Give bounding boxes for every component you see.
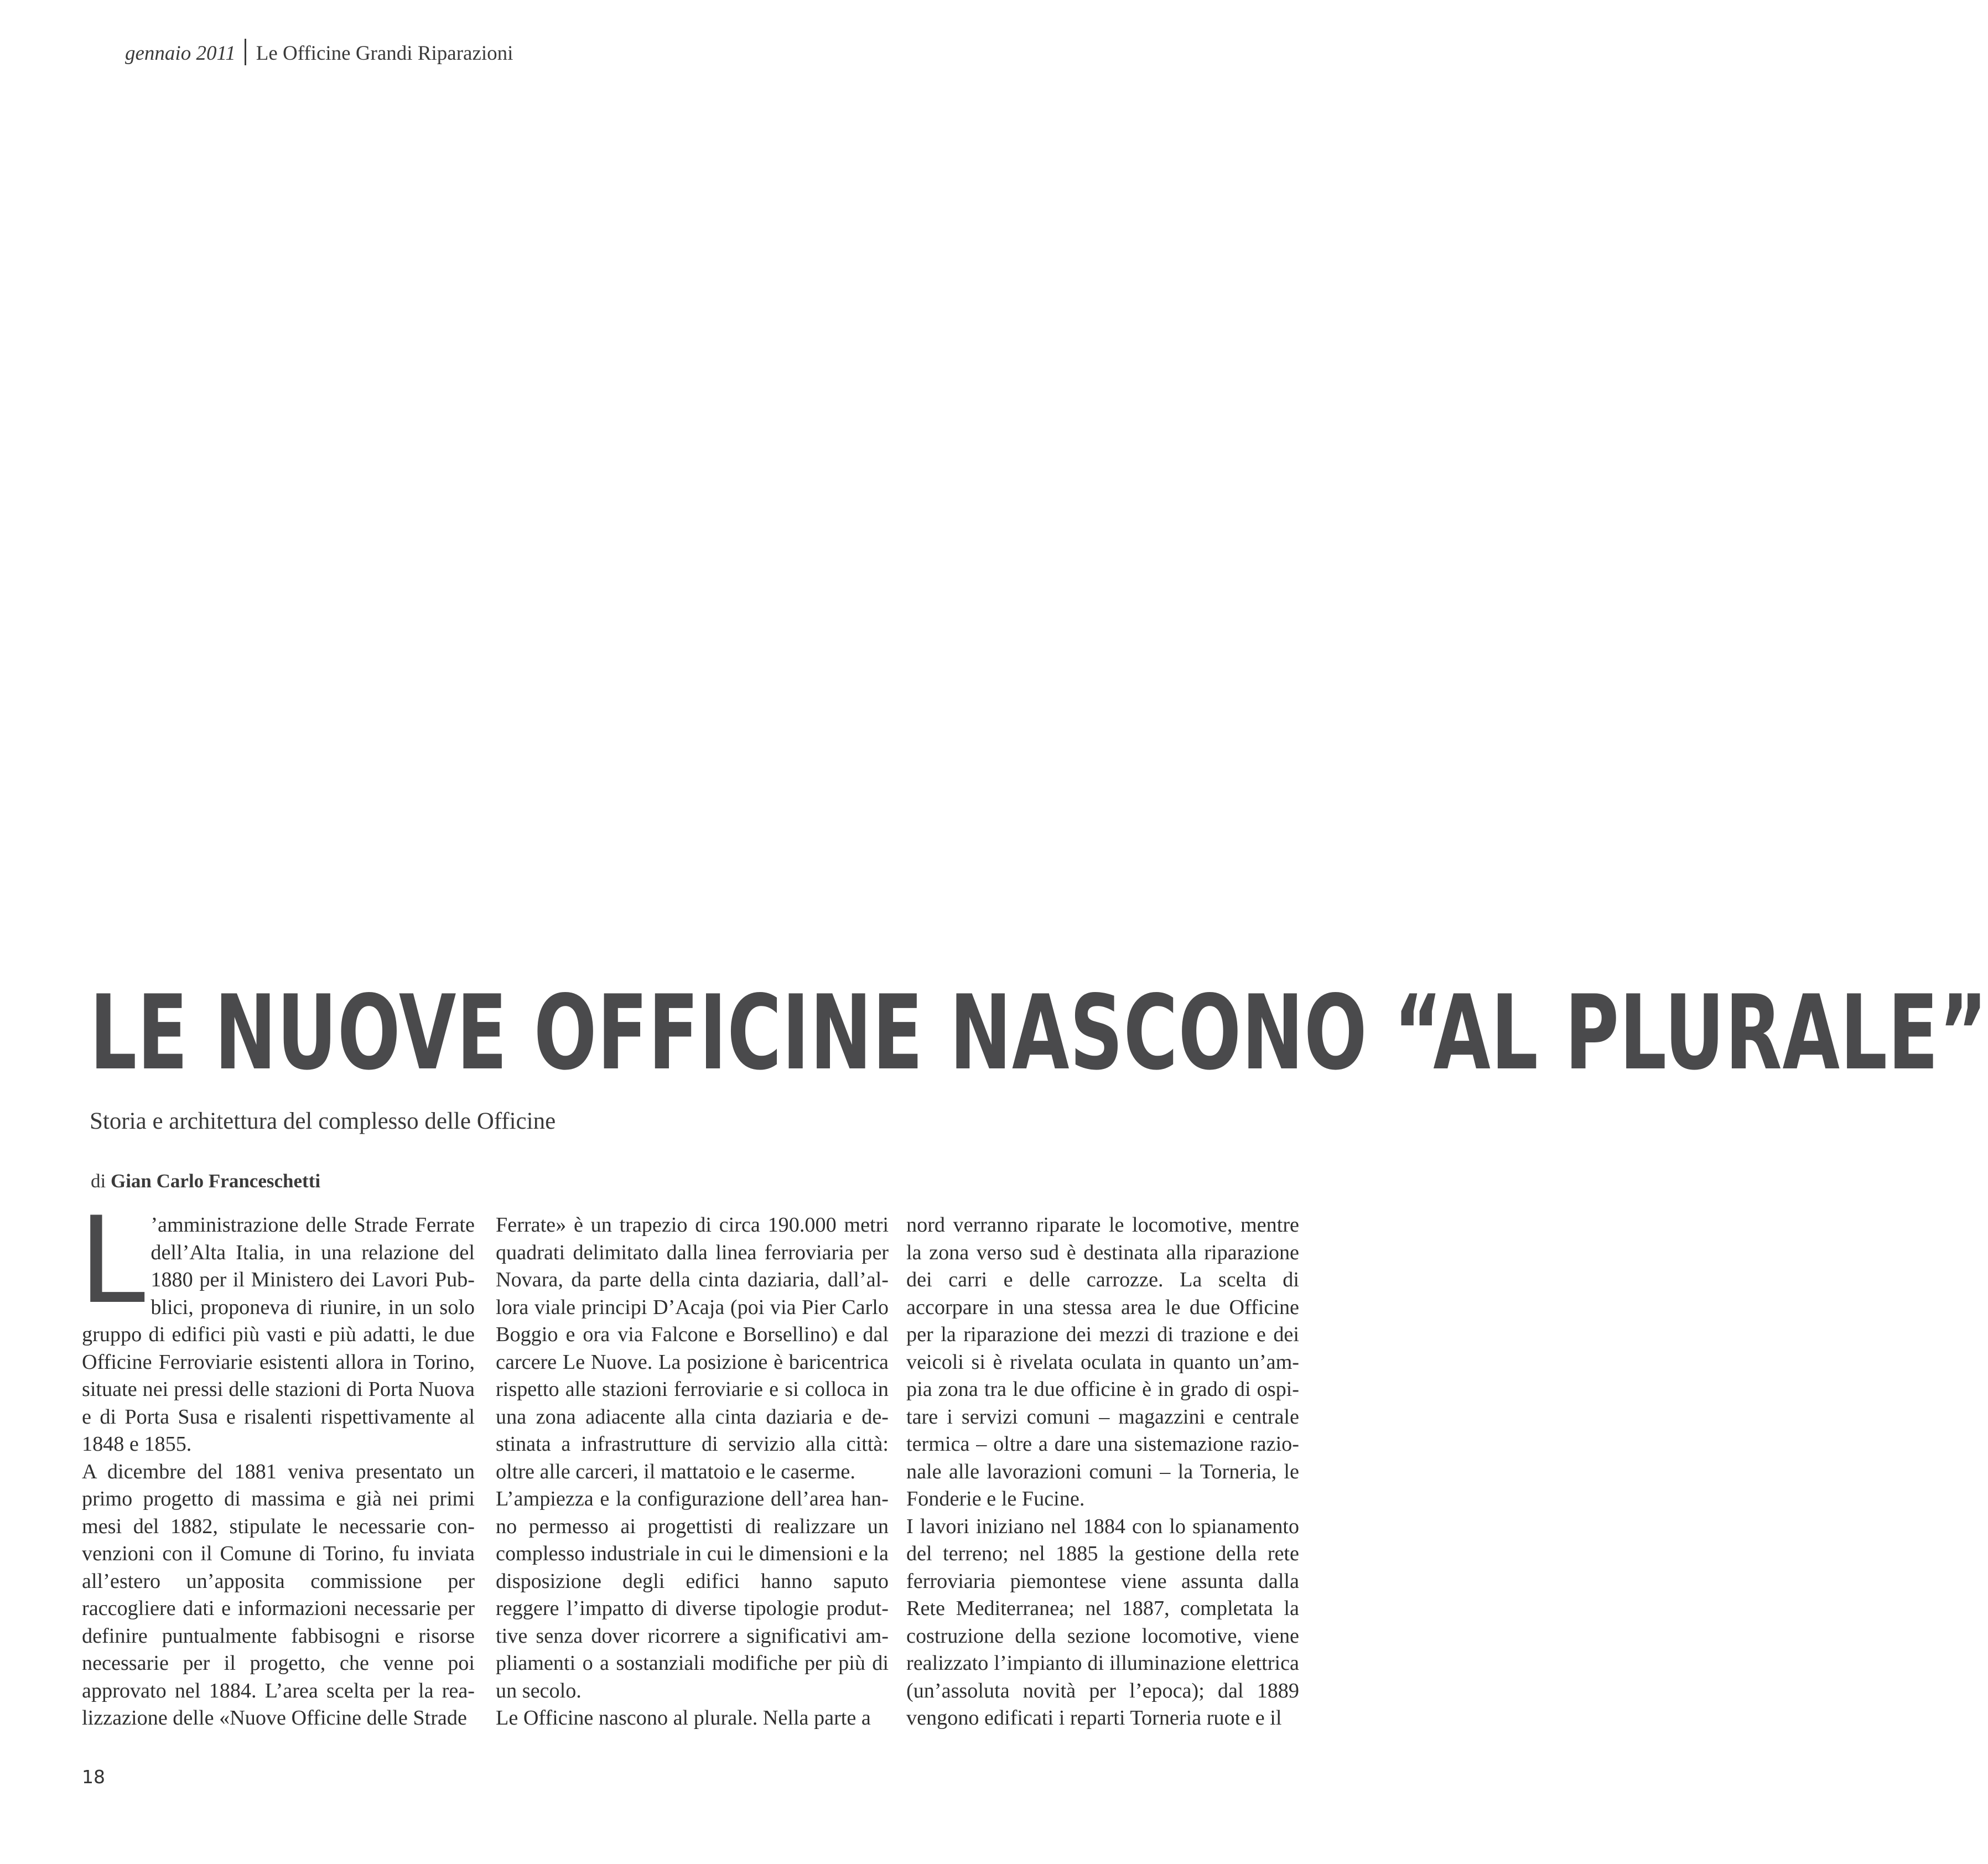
paragraph: Ferrate» è un trapezio di circa 190.000 metri quadrati delimitato dalla linea ferroviaria per Novara, da parte della cinta daziaria, dall’allora viale principi D’Acaja (poi via Pier Carlo Boggio e ora via Falcone e Borsellino) e dal carcere Le Nuove. La posizione è baricentrica rispetto alle stazioni ferroviarie e si colloca in una zona adiacente alla cinta daziaria e destinata a infrastrutture di servizio alla città: oltre alle carceri, il mattatoio e le caserme. — [496, 1213, 889, 1483]
paragraph-text: ’amministrazione delle Strade Ferrate dell’Alta Italia, in una relazione del 1880 per il Ministero dei Lavori Pubblici, proponeva di riunire, in un solo gruppo di edifici più vasti e più adatti, le due Officine Ferroviarie esistenti allora in Torino, situate nei pressi delle stazioni di Porta Nuova e di Porta Susa e risalenti rispettivamente al 1848 e 1855. — [82, 1213, 475, 1456]
article-title: LE NUOVE OFFICINE NASCONO “AL PLURALE” — [90, 973, 1988, 1093]
paragraph: Le Officine nascono al plurale. Nella parte a — [496, 1706, 871, 1730]
article-column-1 — [79, 1191, 475, 1732]
byline-prefix: di — [91, 1170, 106, 1192]
header-divider — [245, 39, 246, 65]
paragraph — [79, 1191, 475, 1458]
running-header — [125, 39, 513, 65]
page-number: 18 — [82, 1766, 105, 1788]
article-column-3 — [906, 1212, 1299, 1732]
issue-date: gennaio 2011 — [125, 42, 236, 65]
article-subtitle: Storia e architettura del complesso delle Officine — [90, 1108, 556, 1134]
author-name: Gian Carlo Franceschetti — [110, 1170, 321, 1192]
publication-title: Le Officine Grandi Riparazioni — [256, 42, 513, 65]
paragraph: I lavori iniziano nel 1884 con lo spianamento del terreno; nel 1885 la gestione della rete ferroviaria piemontese viene assunta dalla Rete Mediterranea; nel 1887, completata la costruzione della sezione locomotive, viene realizzato l’impianto di illuminazione elettrica (un’assoluta novità per l’epoca); dal 1889 vengono edificati i reparti Torneria ruote e il — [906, 1514, 1299, 1730]
paragraph: L’ampiezza e la configurazione dell’area hanno permesso ai progettisti di realizzare un complesso industriale in cui le dimensioni e la disposizione degli edifici hanno saputo reggere l’impatto di diverse tipologie produttive senza dover ricorrere a significativi ampliamenti o a sostanziali modifiche per più di un secolo. — [496, 1487, 889, 1702]
paragraph: A dicembre del 1881 veniva presentato un primo progetto di massima e già nei primi mesi del 1882, stipulate le necessarie convenzioni con il Comune di Torino, fu inviata all’estero un’apposita commissione per raccogliere dati e informazioni necessarie per definire puntualmente fabbisogni e risorse necessarie per il progetto, che venne poi approvato nel 1884. L’area scelta per la realizzazione delle «Nuove Officine delle Strade — [82, 1460, 475, 1730]
article-column-2 — [496, 1212, 889, 1732]
paragraph: nord verranno riparate le locomotive, mentre la zona verso sud è destinata alla riparazione dei carri e delle carrozze. La scelta di accorpare in una stessa area le due Officine per la riparazione dei mezzi di trazione e dei veicoli si è rivelata oculata in quanto un’ampia zona tra le due officine è in grado di ospitare i servizi comuni – magazzini e centrale termica – oltre a dare una sistemazione razionale alle lavorazioni comuni – la Torneria, le Fonderie e le Fucine. — [906, 1213, 1299, 1510]
drop-cap: L — [79, 1191, 146, 1330]
byline — [91, 1170, 320, 1192]
